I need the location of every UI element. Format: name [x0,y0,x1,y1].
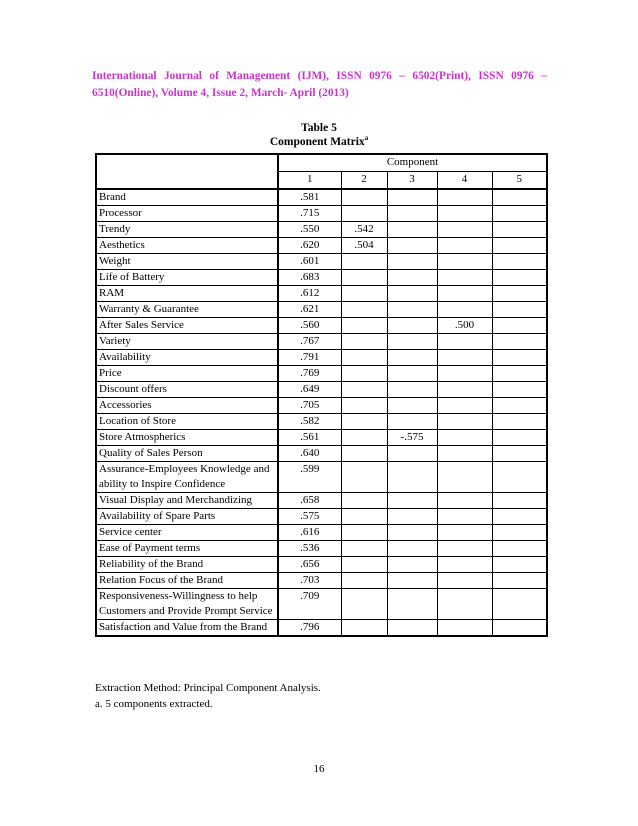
table-row [96,541,547,557]
loading-cell-component-5 [492,541,547,557]
loading-cell-component-1: .560 [278,318,341,334]
loading-cell-component-2 [341,573,387,589]
loading-cell-component-3 [387,286,437,302]
row-label: Discount offers [96,382,278,398]
loading-cell-component-5 [492,509,547,525]
row-label: Trendy [96,222,278,238]
loading-cell-component-5 [492,430,547,446]
table-row [96,398,547,414]
table-row [96,222,547,238]
loading-cell-component-4 [437,222,492,238]
loading-cell-component-4 [437,525,492,541]
table-row [96,525,547,541]
loading-cell-component-3 [387,334,437,350]
loading-cell-component-2 [341,366,387,382]
row-label: After Sales Service [96,318,278,334]
row-label: Warranty & Guarantee [96,302,278,318]
component-group-header: Component [278,154,547,172]
loading-cell-component-4 [437,334,492,350]
row-label: Service center [96,525,278,541]
component-matrix-table [95,153,548,637]
loading-cell-component-1: .621 [278,302,341,318]
loading-cell-component-5 [492,589,547,620]
table-caption-superscript: a [364,134,369,142]
loading-cell-component-5 [492,462,547,493]
loading-cell-component-1: .709 [278,589,341,620]
row-label: Price [96,366,278,382]
page-number: 16 [313,763,325,775]
loading-cell-component-5 [492,557,547,573]
header-row-group [96,154,547,172]
loading-cell-component-3 [387,462,437,493]
row-label: Reliability of the Brand [96,557,278,573]
row-label: Weight [96,254,278,270]
loading-cell-component-2 [341,350,387,366]
loading-cell-component-5 [492,414,547,430]
loading-cell-component-2 [341,589,387,620]
journal-header: International Journal of Management (IJM), ISSN 0976 – 6502(Print), ISSN 0976 – 6510(Online), Volume 4, Issue 2, March- April (2013) [92,70,547,99]
loading-cell-component-1: .796 [278,620,341,637]
table-row [96,302,547,318]
table-row [96,238,547,254]
loading-cell-component-1: .658 [278,493,341,509]
loading-cell-component-5 [492,238,547,254]
loading-cell-component-1: .769 [278,366,341,382]
loading-cell-component-3 [387,589,437,620]
loading-cell-component-4 [437,509,492,525]
loading-cell-component-1: .550 [278,222,341,238]
loading-cell-component-4 [437,541,492,557]
loading-cell-component-2 [341,286,387,302]
loading-cell-component-5 [492,270,547,286]
extraction-method-note: Extraction Method: Principal Component Analysis. [95,682,321,694]
row-label: Assurance-Employees Knowledge and ability to Inspire Confidence [96,462,278,493]
loading-cell-component-2: .542 [341,222,387,238]
loading-cell-component-2 [341,318,387,334]
loading-cell-component-2 [341,206,387,222]
loading-cell-component-3 [387,189,437,206]
loading-cell-component-1: .767 [278,334,341,350]
table-row [96,366,547,382]
loading-cell-component-3 [387,270,437,286]
loading-cell-component-2 [341,541,387,557]
loading-cell-component-4: .500 [437,318,492,334]
table-row [96,206,547,222]
loading-cell-component-4 [437,302,492,318]
loading-cell-component-2 [341,509,387,525]
row-label: Store Atmospherics [96,430,278,446]
loading-cell-component-4 [437,350,492,366]
loading-cell-component-2 [341,430,387,446]
loading-cell-component-2 [341,446,387,462]
table-row [96,462,547,493]
loading-cell-component-2 [341,189,387,206]
loading-cell-component-3 [387,573,437,589]
loading-cell-component-4 [437,446,492,462]
row-label: Quality of Sales Person [96,446,278,462]
table-row [96,446,547,462]
row-label: Variety [96,334,278,350]
loading-cell-component-1: .640 [278,446,341,462]
loading-cell-component-4 [437,206,492,222]
loading-cell-component-5 [492,334,547,350]
loading-cell-component-3 [387,366,437,382]
loading-cell-component-4 [437,414,492,430]
table-row [96,620,547,637]
loading-cell-component-4 [437,589,492,620]
loading-cell-component-5 [492,302,547,318]
row-label: Relation Focus of the Brand [96,573,278,589]
loading-cell-component-4 [437,254,492,270]
loading-cell-component-3 [387,541,437,557]
loading-cell-component-4 [437,238,492,254]
row-label: Accessories [96,398,278,414]
loading-cell-component-4 [437,398,492,414]
loading-cell-component-4 [437,382,492,398]
loading-cell-component-5 [492,206,547,222]
loading-cell-component-5 [492,620,547,637]
table-row [96,270,547,286]
table-row [96,254,547,270]
loading-cell-component-3 [387,509,437,525]
table-row [96,414,547,430]
loading-cell-component-5 [492,525,547,541]
table-title: Table 5 [301,122,337,134]
loading-cell-component-1: .649 [278,382,341,398]
loading-cell-component-1: .656 [278,557,341,573]
loading-cell-component-3 [387,254,437,270]
loading-cell-component-5 [492,189,547,206]
row-label: Life of Battery [96,270,278,286]
row-label: Visual Display and Merchandizing [96,493,278,509]
loading-cell-component-4 [437,366,492,382]
table-row [96,493,547,509]
loading-cell-component-2 [341,254,387,270]
loading-cell-component-1: .703 [278,573,341,589]
loading-cell-component-3 [387,414,437,430]
loading-cell-component-1: .599 [278,462,341,493]
loading-cell-component-3 [387,318,437,334]
loading-cell-component-3 [387,446,437,462]
column-header-3: 3 [387,172,437,190]
table-row [96,589,547,620]
loading-cell-component-4 [437,270,492,286]
loading-cell-component-3 [387,620,437,637]
table-row [96,286,547,302]
row-label: Responsiveness-Willingness to help Customers and Provide Prompt Service [96,589,278,620]
column-header-1: 1 [278,172,341,190]
loading-cell-component-5 [492,254,547,270]
loading-cell-component-1: .612 [278,286,341,302]
loading-cell-component-3 [387,493,437,509]
row-label: Availability of Spare Parts [96,509,278,525]
loading-cell-component-1: .536 [278,541,341,557]
loading-cell-component-3 [387,557,437,573]
loading-cell-component-2 [341,398,387,414]
loading-cell-component-4 [437,189,492,206]
table-row [96,573,547,589]
loading-cell-component-2 [341,525,387,541]
table-row [96,318,547,334]
loading-cell-component-3 [387,398,437,414]
loading-cell-component-2 [341,270,387,286]
loading-cell-component-5 [492,573,547,589]
corner-cell [96,154,278,189]
loading-cell-component-5 [492,350,547,366]
table-row [96,189,547,206]
loading-cell-component-1: .715 [278,206,341,222]
table-caption-text: Component Matrix [269,136,365,148]
loading-cell-component-1: .620 [278,238,341,254]
components-extracted-note: a. 5 components extracted. [95,698,213,710]
loading-cell-component-2 [341,493,387,509]
loading-cell-component-5 [492,366,547,382]
loading-cell-component-3 [387,350,437,366]
column-header-5: 5 [492,172,547,190]
loading-cell-component-4 [437,286,492,302]
row-label: Brand [96,189,278,206]
loading-cell-component-2: .504 [341,238,387,254]
loading-cell-component-1: .581 [278,189,341,206]
column-header-2: 2 [341,172,387,190]
table-row [96,350,547,366]
table-row [96,509,547,525]
row-label: RAM [96,286,278,302]
loading-cell-component-5 [492,286,547,302]
loading-cell-component-3 [387,238,437,254]
loading-cell-component-4 [437,430,492,446]
table-row [96,334,547,350]
loading-cell-component-2 [341,557,387,573]
loading-cell-component-5 [492,446,547,462]
table-caption [0,135,638,149]
loading-cell-component-1: .705 [278,398,341,414]
column-header-4: 4 [437,172,492,190]
row-label: Processor [96,206,278,222]
loading-cell-component-5 [492,398,547,414]
loading-cell-component-1: .616 [278,525,341,541]
loading-cell-component-3 [387,525,437,541]
loading-cell-component-2 [341,382,387,398]
row-label: Satisfaction and Value from the Brand [99,621,268,633]
row-label: Ease of Payment terms [96,541,278,557]
table-row [96,557,547,573]
loading-cell-component-1: .575 [278,509,341,525]
loading-cell-component-4 [437,620,492,637]
loading-cell-component-1: .601 [278,254,341,270]
loading-cell-component-4 [437,557,492,573]
loading-cell-component-1: .561 [278,430,341,446]
row-label: Aesthetics [96,238,278,254]
loading-cell-component-3 [387,222,437,238]
loading-cell-component-3 [387,206,437,222]
loading-cell-component-2 [341,462,387,493]
loading-cell-component-1: .791 [278,350,341,366]
loading-cell-component-4 [437,462,492,493]
table-body [96,189,547,636]
loading-cell-component-5 [492,493,547,509]
loading-cell-component-2 [341,414,387,430]
row-label: Availability [96,350,278,366]
loading-cell-component-5 [492,222,547,238]
loading-cell-component-3 [387,302,437,318]
loading-cell-component-2 [341,302,387,318]
table-row [96,430,547,446]
loading-cell-component-1: .582 [278,414,341,430]
table-row [96,382,547,398]
loading-cell-component-5 [492,382,547,398]
loading-cell-component-5 [492,318,547,334]
loading-cell-component-4 [437,493,492,509]
loading-cell-component-1: .683 [278,270,341,286]
loading-cell-component-3 [387,382,437,398]
row-label: Location of Store [96,414,278,430]
loading-cell-component-3: -.575 [387,430,437,446]
loading-cell-component-2 [341,334,387,350]
loading-cell-component-2 [341,620,387,637]
loading-cell-component-4 [437,573,492,589]
